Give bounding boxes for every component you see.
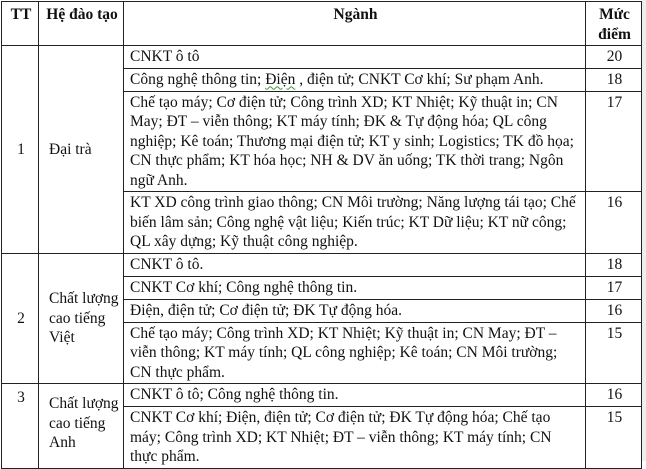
admission-score-table — [1, 1, 642, 469]
score-value: 15 — [586, 322, 642, 384]
header-he-dao-tao: Hệ đào tạo — [39, 2, 124, 46]
header-tt: TT — [2, 2, 39, 46]
page-edge — [642, 0, 646, 461]
program-type: Đại trà — [39, 46, 124, 254]
header-nganh: Ngành — [124, 2, 586, 46]
group-number: 3 — [2, 384, 39, 469]
major-list: Chế tạo máy; Công trình XD; KT Nhiệt; Kỹ thuật in; CN May; ĐT – viễn thông; KT máy tính; QL công nghiệp; Kê toán; CN Môi trường; CN thực phẩm. — [124, 322, 586, 384]
major-text: Công nghệ thông tin; — [130, 70, 266, 88]
score-value: 20 — [586, 46, 642, 69]
score-value: 18 — [586, 68, 642, 91]
score-value: 16 — [586, 192, 642, 254]
score-value: 15 — [586, 407, 642, 469]
major-list: CNKT ô tô; Công nghệ thông tin. — [124, 384, 586, 407]
group-number: 2 — [2, 253, 39, 384]
major-list: Điện, điện tử; Cơ điện tử; ĐK Tự động hóa. — [124, 299, 586, 322]
score-value: 17 — [586, 91, 642, 192]
major-list: CNKT Cơ khí; Công nghệ thông tin. — [124, 276, 586, 299]
major-list: KT XD công trình giao thông; CN Môi trường; Năng lượng tái tạo; Chế biến lâm sản; Công nghệ vật liệu; Kiến trúc; KT Dữ liệu; KT nữ công; QL xây dựng; Kỹ thuật công nghiệp. — [124, 192, 586, 254]
header-row — [2, 2, 642, 46]
major-list: CNKT Cơ khí; Điện, điện tử; Cơ điện tử; ĐK Tự động hóa; Chế tạo máy; Công trình XD; KT Nhiệt; ĐT – viễn thông; KT máy tính; CN thực phẩm. — [124, 407, 586, 469]
header-muc-diem: Mức điểm — [586, 2, 642, 46]
group-number: 1 — [2, 46, 39, 254]
major-list: CNKT ô tô — [124, 46, 586, 69]
program-type: Chất lượng cao tiếng Việt — [39, 253, 124, 384]
score-value: 17 — [586, 276, 642, 299]
score-value: 18 — [586, 253, 642, 276]
table-row — [2, 46, 642, 69]
score-value: 16 — [586, 299, 642, 322]
major-list: Chế tạo máy; Cơ điện tử; Công trình XD; KT Nhiệt; Kỹ thuật in; CN May; ĐT – viễn thông; KT máy tính; ĐK & Tự động hóa; QL công nghiệp; Kê toán; Thương mại điện tử; KT y sinh; Logistics; TK đồ họa; CN thực phẩm; KT hóa học; NH & DV ăn uống; TK thời trang; Ngôn ngữ Anh. — [124, 91, 586, 192]
table-row — [2, 384, 642, 407]
major-list — [124, 68, 586, 91]
major-list: CNKT ô tô. — [124, 253, 586, 276]
table-row — [2, 253, 642, 276]
program-type: Chất lượng cao tiếng Anh — [39, 384, 124, 469]
major-text: , điện tử; CNKT Cơ khí; Sư phạm Anh. — [295, 70, 544, 88]
spellcheck-flagged-word: Điện — [265, 70, 296, 88]
score-value: 16 — [586, 384, 642, 407]
